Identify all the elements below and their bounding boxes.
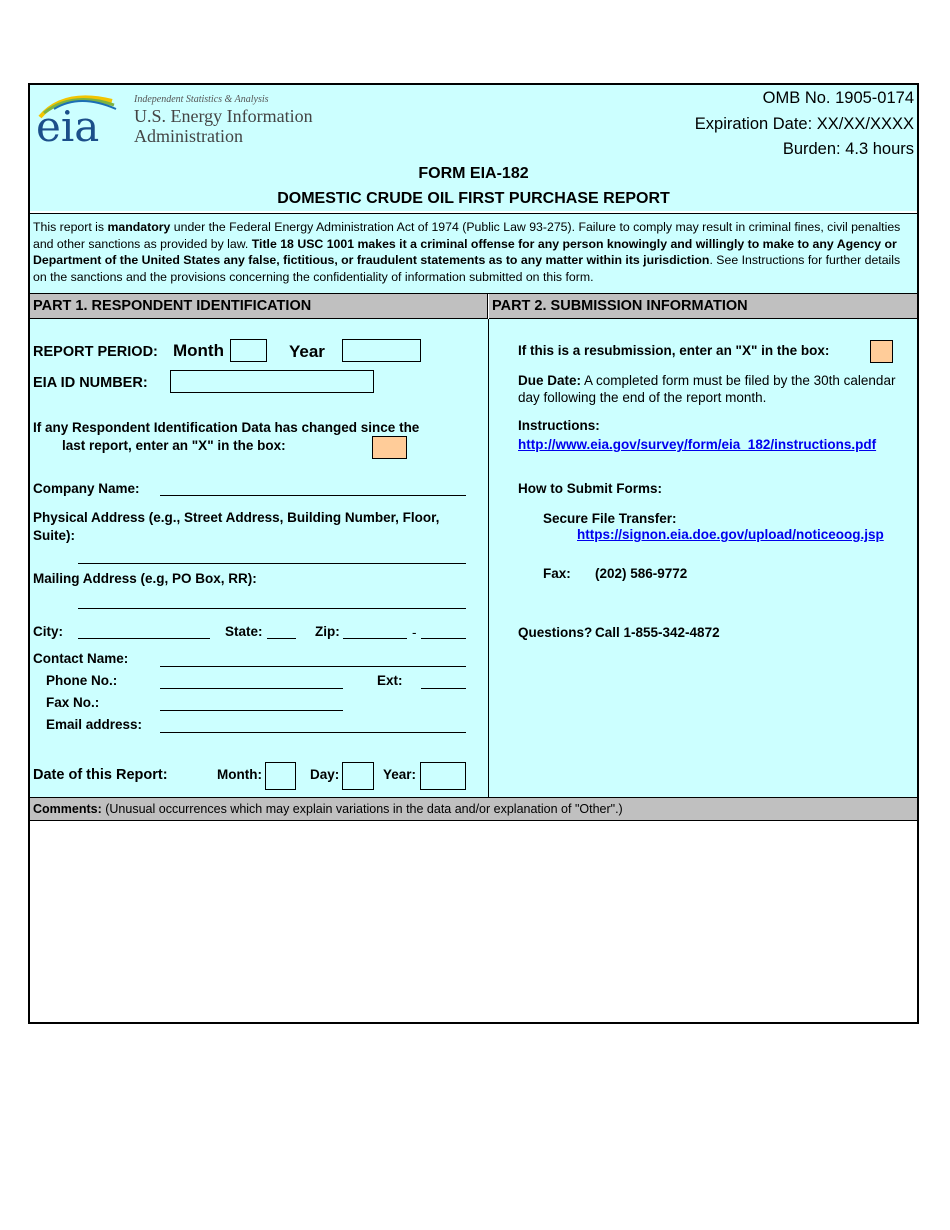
ext-field[interactable]	[421, 688, 466, 689]
notice-usc-warning: Title 18 USC 1001 makes it a criminal offense for any person knowingly and willingly to make to any Agency or Department of the United States any false, fictitious, or fraudulent statements as to any matter within its jurisdiction	[33, 236, 897, 267]
due-date-text-1: A completed form must be filed by the 30th calendar	[581, 373, 896, 388]
notice-mandatory: mandatory	[107, 220, 171, 234]
phone-field[interactable]	[160, 688, 343, 689]
contact-name-field[interactable]	[160, 666, 466, 667]
instructions-label: Instructions:	[518, 418, 600, 433]
resubmission-checkbox[interactable]	[870, 340, 893, 363]
notice-text-1: This report is	[33, 220, 108, 234]
due-date-label: Due Date:	[518, 373, 582, 388]
physical-address-field[interactable]	[78, 563, 466, 564]
secure-transfer-link[interactable]: https://signon.eia.doe.gov/upload/noticeoog.jsp	[577, 527, 884, 542]
questions-label: Questions?	[518, 625, 593, 640]
due-date-text	[518, 372, 918, 389]
city-field[interactable]	[78, 638, 210, 639]
part2-heading: PART 2. SUBMISSION INFORMATION	[489, 294, 917, 319]
state-field[interactable]	[267, 638, 296, 639]
report-year-label: Year	[289, 342, 325, 361]
logo-mark: eia	[36, 102, 100, 145]
burden-hours: Burden: 4.3 hours	[782, 140, 914, 158]
company-name-label: Company Name:	[33, 481, 140, 496]
date-day-input[interactable]	[342, 762, 374, 790]
phone-label: Phone No.:	[46, 673, 118, 688]
zip-separator: -	[412, 625, 417, 640]
how-to-submit-label: How to Submit Forms:	[518, 481, 662, 496]
fax-submit-number: (202) 586-9772	[595, 566, 688, 581]
fax-submit-label: Fax:	[543, 566, 571, 581]
report-period-label: REPORT PERIOD:	[33, 344, 158, 360]
zip-field[interactable]	[343, 638, 407, 639]
mailing-address-field[interactable]	[78, 608, 466, 609]
changed-data-label-2: last report, enter an "X" in the box:	[62, 438, 286, 453]
physical-address-label-2: Suite):	[33, 528, 75, 543]
city-label: City:	[33, 624, 63, 639]
fax-label: Fax No.:	[46, 695, 100, 710]
comments-textarea[interactable]	[30, 821, 917, 1022]
physical-address-label-1: Physical Address (e.g., Street Address, Building Number, Floor,	[33, 510, 440, 525]
date-day-label: Day:	[310, 767, 340, 782]
notice-text-2: under the Federal Energy Administration Act of 1974 (Public Law 93-275). Failure to comply may result in criminal fines, civil penalties and other sanctions as provided by law.	[33, 220, 901, 251]
comments-hint: (Unusual occurrences which may explain variations in the data and/or explanation of "Other".)	[101, 802, 623, 816]
form-title: DOMESTIC CRUDE OIL FIRST PURCHASE REPORT	[277, 190, 670, 207]
changed-data-label-1: If any Respondent Identification Data has changed since the	[33, 420, 420, 435]
logo-tagline: Independent Statistics & Analysis	[134, 94, 269, 105]
eia-id-label: EIA ID NUMBER:	[33, 375, 148, 391]
email-label: Email address:	[46, 717, 143, 732]
eia-id-input[interactable]	[170, 370, 374, 393]
company-name-field[interactable]	[160, 495, 466, 496]
comments-heading	[30, 797, 917, 821]
notice-text-3: . See Instructions for further details on the sanctions and the provisions concerning the confidentiality of information submitted on this form.	[33, 253, 901, 284]
resubmission-label: If this is a resubmission, enter an "X" in the box:	[518, 343, 830, 358]
mailing-address-label: Mailing Address (e.g, PO Box, RR):	[33, 571, 257, 586]
part1-respondent-identification	[30, 319, 489, 797]
comments-label: Comments:	[33, 802, 102, 816]
agency-line-1: U.S. Energy Information	[134, 106, 313, 126]
secure-transfer-label: Secure File Transfer:	[543, 511, 677, 526]
part1-heading: PART 1. RESPONDENT IDENTIFICATION	[30, 294, 488, 319]
omb-number: OMB No. 1905-0174	[762, 89, 914, 107]
email-field[interactable]	[160, 732, 466, 733]
report-month-label: Month	[173, 341, 224, 360]
fax-field[interactable]	[160, 710, 343, 711]
expiration-date: Expiration Date: XX/XX/XXXX	[694, 115, 914, 133]
legal-notice	[30, 213, 917, 294]
date-of-report-label: Date of this Report:	[33, 767, 168, 783]
date-year-label: Year:	[383, 767, 417, 782]
questions-phone: Call 1-855-342-4872	[595, 625, 720, 640]
agency-line-2: Administration	[134, 126, 243, 146]
report-month-input[interactable]	[230, 339, 267, 362]
instructions-link[interactable]: http://www.eia.gov/survey/form/eia_182/instructions.pdf	[518, 437, 877, 452]
date-month-input[interactable]	[265, 762, 296, 790]
changed-data-checkbox[interactable]	[372, 436, 407, 459]
form-number: FORM EIA-182	[418, 165, 529, 182]
form-header	[30, 85, 917, 211]
eia-182-form	[28, 83, 919, 1024]
zip-extension-field[interactable]	[421, 638, 466, 639]
due-date-text-2: day following the end of the report month.	[518, 390, 767, 405]
contact-name-label: Contact Name:	[33, 651, 129, 666]
state-label: State:	[225, 624, 263, 639]
date-month-label: Month:	[217, 767, 262, 782]
ext-label: Ext:	[377, 673, 403, 688]
part2-submission-information	[489, 319, 917, 797]
date-year-input[interactable]	[420, 762, 466, 790]
report-year-input[interactable]	[342, 339, 421, 362]
eia-logo-icon	[34, 87, 120, 145]
zip-label: Zip:	[315, 624, 340, 639]
